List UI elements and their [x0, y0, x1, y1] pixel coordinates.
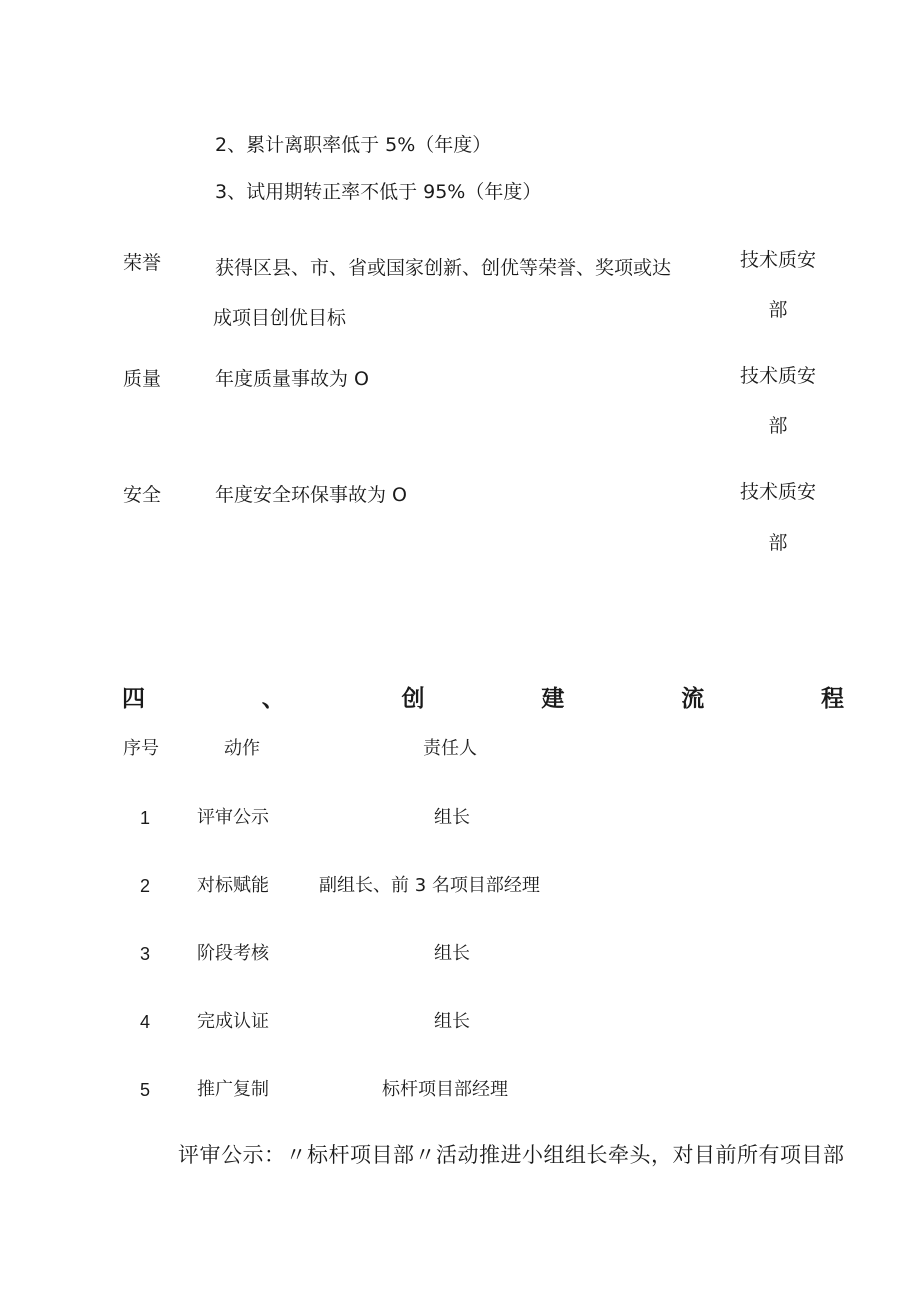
column-header-seq: 序号 [123, 738, 159, 759]
heading-char: 、 [261, 686, 285, 712]
row-action: 推广复制 [197, 1079, 269, 1100]
row-seq: 1 [139, 808, 150, 828]
indicator-category: 质量 [123, 368, 162, 390]
indicator-description-line1: 获得区县、市、省或国家创新、创优等荣誉、奖项或达 [215, 257, 672, 279]
row-action: 评审公示 [197, 807, 269, 828]
indicator-description-line1: 年度质量事故为 O [215, 368, 369, 390]
indicator-dept-line2: 部 [768, 532, 788, 554]
row-seq: 5 [139, 1080, 150, 1100]
row-owner: 副组长、前 3 名项目部经理 [319, 875, 540, 896]
row-owner: 组长 [434, 943, 470, 964]
indicator-dept-line1: 技术质安 [739, 481, 816, 503]
row-action: 完成认证 [197, 1011, 269, 1032]
indicator-description-line1: 年度安全环保事故为 O [215, 484, 407, 506]
column-header-owner: 责任人 [423, 738, 477, 759]
row-action: 对标赋能 [197, 875, 269, 896]
heading-char: 四 [122, 686, 145, 712]
indicator-dept-line1: 技术质安 [739, 365, 816, 387]
column-header-action: 动作 [224, 738, 260, 759]
row-seq: 4 [139, 1012, 150, 1032]
indicator-dept-line2: 部 [768, 299, 788, 321]
indicator-category: 安全 [123, 484, 162, 506]
row-owner: 标杆项目部经理 [382, 1079, 508, 1100]
section-heading [122, 684, 844, 714]
row-seq: 2 [139, 876, 150, 896]
heading-char: 创 [401, 686, 425, 712]
indicator-dept-line1: 技术质安 [739, 249, 816, 271]
heading-char: 程 [820, 686, 844, 712]
row-owner: 组长 [434, 1011, 470, 1032]
row-action: 阶段考核 [197, 943, 269, 964]
target-item-2: 2、累计离职率低于 5%（年度） [215, 134, 492, 156]
indicator-dept-line2: 部 [768, 415, 788, 437]
target-item-3: 3、试用期转正率不低于 95%（年度） [215, 181, 542, 203]
indicator-description-line2: 成项目创优目标 [213, 307, 347, 329]
row-owner: 组长 [434, 807, 470, 828]
row-seq: 3 [139, 944, 150, 964]
heading-char: 建 [541, 686, 565, 712]
indicator-category: 荣誉 [123, 252, 162, 274]
heading-char: 流 [681, 686, 705, 712]
body-paragraph: 评审公示：〃标杆项目部〃活动推进小组组长牵头，对目前所有项目部 [178, 1143, 844, 1167]
